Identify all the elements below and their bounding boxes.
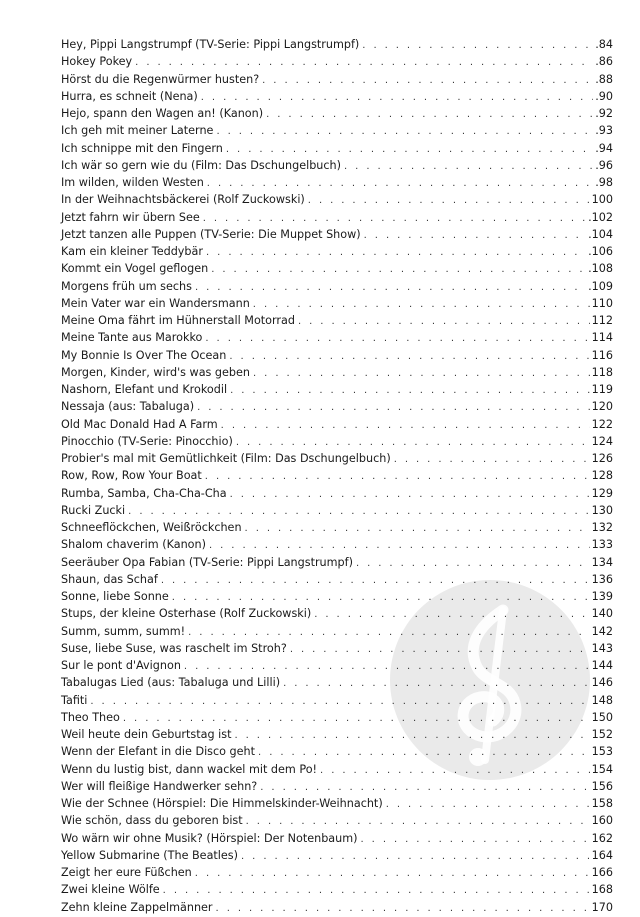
toc-entry — [61, 692, 613, 709]
toc-entry — [61, 105, 613, 122]
toc-entry-title: Probier's mal mit Gemütlichkeit (Film: Das Dschungelbuch) — [61, 452, 391, 465]
toc-entry — [61, 295, 613, 312]
toc-entry — [61, 174, 613, 191]
dot-leader — [201, 89, 593, 106]
dot-leader — [216, 900, 590, 917]
dot-leader — [221, 417, 590, 434]
dot-leader — [195, 865, 590, 882]
toc-entry — [61, 864, 613, 881]
toc-entry-title: Mein Vater war ein Wandersmann — [61, 296, 250, 310]
toc-entry-page: 144 — [591, 659, 613, 672]
dot-leader — [135, 54, 593, 71]
toc-entry-title: Ich schnippe mit den Fingern — [61, 141, 223, 155]
toc-entry-title: Zwei kleine Wölfe — [61, 883, 160, 897]
toc-entry-title: Hey, Pippi Langstrumpf (TV-Serie: Pippi Langstrumpf) — [61, 38, 360, 51]
dot-leader — [356, 555, 590, 572]
table-of-contents — [61, 36, 613, 916]
dot-leader — [229, 348, 589, 365]
toc-entry-page: 130 — [591, 503, 613, 517]
toc-entry-page: 153 — [591, 745, 613, 759]
toc-entry-title: Tafiti — [61, 693, 88, 707]
toc-entry — [61, 812, 613, 829]
toc-entry-title: Morgens früh um sechs — [61, 279, 192, 293]
toc-entry-title: Sonne, liebe Sonne — [61, 590, 169, 603]
dot-leader — [314, 606, 589, 623]
toc-entry-page: 134 — [591, 555, 613, 569]
toc-entry — [61, 640, 613, 657]
toc-entry-title: Wo wärn wir ohne Musik? (Hörspiel: Der Notenbaum) — [61, 831, 358, 845]
toc-entry-title: My Bonnie Is Over The Ocean — [61, 348, 227, 362]
toc-entry — [61, 140, 613, 157]
toc-entry-page: .86 — [595, 55, 613, 69]
dot-leader — [320, 762, 590, 779]
dot-leader — [308, 192, 590, 209]
toc-entry-page: 114 — [591, 331, 613, 345]
toc-entry — [61, 847, 613, 864]
toc-entry — [61, 571, 613, 588]
toc-entry — [61, 467, 613, 484]
toc-entry-title: Yellow Submarine (The Beatles) — [61, 848, 238, 862]
dot-leader — [230, 486, 590, 503]
toc-entry-title: Meine Tante aus Marokko — [61, 331, 203, 345]
toc-entry-page: .92 — [595, 107, 613, 120]
toc-entry — [61, 726, 613, 743]
dot-leader — [253, 296, 590, 313]
toc-entry — [61, 433, 613, 450]
toc-entry — [61, 347, 613, 364]
toc-entry — [61, 554, 613, 571]
toc-entry-title: Hörst du die Regenwürmer husten? — [61, 72, 260, 86]
dot-leader — [266, 106, 593, 123]
toc-entry-page: 143 — [591, 641, 613, 655]
toc-entry — [61, 312, 613, 329]
toc-entry-title: Kommt ein Vogel geflogen — [61, 262, 209, 276]
toc-entry-page: 158 — [591, 797, 613, 810]
dot-leader — [161, 572, 590, 589]
toc-entry — [61, 502, 613, 519]
toc-entry — [61, 157, 613, 174]
toc-entry-page: .93 — [595, 124, 613, 138]
toc-entry — [61, 36, 613, 53]
dot-leader — [245, 520, 590, 537]
toc-entry — [61, 778, 613, 795]
toc-entry-page: .96 — [595, 158, 613, 172]
toc-entry — [61, 881, 613, 898]
toc-entry-title: Hurra, es schneit (Nena) — [61, 89, 198, 103]
toc-entry-title: Nessaja (aus: Tabaluga) — [61, 400, 195, 414]
dot-leader — [205, 330, 589, 347]
dot-leader — [362, 37, 593, 54]
dot-leader — [123, 710, 590, 727]
dot-leader — [234, 727, 589, 744]
toc-entry-page: .88 — [595, 72, 613, 86]
toc-entry-page: .98 — [595, 176, 613, 189]
toc-entry-page: .109 — [588, 279, 613, 293]
toc-entry — [61, 605, 613, 622]
toc-entry-page: 152 — [591, 728, 613, 741]
dot-leader — [344, 158, 593, 175]
toc-entry-page: 150 — [591, 710, 613, 724]
dot-leader — [262, 72, 593, 89]
toc-entry-title: Summ, summ, summ! — [61, 624, 186, 638]
toc-entry — [61, 88, 613, 105]
toc-entry-title: Suse, liebe Suse, was raschelt im Stroh? — [61, 641, 287, 655]
toc-entry-title: Meine Oma fährt im Hühnerstall Motorrad — [61, 314, 295, 327]
toc-entry-page: .90 — [595, 89, 613, 103]
toc-entry — [61, 260, 613, 277]
dot-leader — [394, 451, 590, 468]
dot-leader — [195, 279, 586, 296]
dot-leader — [188, 624, 590, 641]
toc-entry-title: Ich wär so gern wie du (Film: Das Dschungelbuch) — [61, 158, 342, 172]
toc-entry — [61, 226, 613, 243]
toc-entry — [61, 657, 613, 674]
toc-entry-title: Hokey Pokey — [61, 55, 133, 69]
toc-entry — [61, 485, 613, 502]
toc-entry-title: Weil heute dein Geburtstag ist — [61, 728, 232, 741]
dot-leader — [207, 175, 593, 192]
toc-entry-page: 170 — [591, 900, 613, 914]
toc-entry — [61, 243, 613, 260]
toc-entry — [61, 381, 613, 398]
dot-leader — [236, 434, 590, 451]
toc-entry-title: In der Weihnachtsbäckerei (Rolf Zuckowski) — [61, 193, 305, 207]
toc-entry-page: 160 — [591, 814, 613, 828]
toc-entry — [61, 416, 613, 433]
toc-entry — [61, 761, 613, 778]
toc-entry — [61, 53, 613, 70]
toc-entry — [61, 899, 613, 916]
toc-entry-page: 112 — [591, 314, 613, 327]
toc-entry-page: 164 — [591, 848, 613, 862]
toc-entry-page: 154 — [591, 762, 613, 776]
toc-entry-title: Jetzt tanzen alle Puppen (TV-Serie: Die Muppet Show) — [61, 227, 361, 241]
dot-leader — [246, 813, 590, 830]
toc-entry-page: 146 — [591, 676, 613, 690]
toc-entry-page: 124 — [591, 434, 613, 448]
toc-entry-title: Im wilden, wilden Westen — [61, 176, 204, 189]
toc-entry-title: Theo Theo — [61, 710, 120, 724]
toc-entry-title: Old Mac Donald Had A Farm — [61, 417, 218, 431]
dot-leader — [90, 693, 589, 710]
toc-entry-page: .108 — [588, 262, 613, 276]
toc-entry-title: Stups, der kleine Osterhase (Rolf Zuckowski) — [61, 607, 312, 621]
dot-leader — [290, 641, 590, 658]
dot-leader — [298, 313, 590, 330]
toc-entry-title: Morgen, Kinder, wird's was geben — [61, 365, 250, 379]
toc-entry — [61, 191, 613, 208]
toc-entry-title: Wer will fleißige Handwerker sehn? — [61, 779, 258, 793]
toc-entry — [61, 398, 613, 415]
toc-entry-page: 136 — [591, 572, 613, 586]
toc-entry — [61, 122, 613, 139]
toc-entry — [61, 709, 613, 726]
toc-entry-page: .106 — [588, 245, 613, 258]
toc-entry — [61, 209, 613, 226]
dot-leader — [283, 675, 590, 692]
dot-leader — [386, 796, 590, 813]
toc-entry-title: Schneeflöckchen, Weißröckchen — [61, 521, 242, 534]
dot-leader — [253, 365, 590, 382]
dot-leader — [216, 123, 593, 140]
toc-entry-page: 120 — [591, 400, 613, 414]
toc-entry — [61, 830, 613, 847]
toc-entry — [61, 536, 613, 553]
toc-entry — [61, 329, 613, 346]
toc-entry — [61, 450, 613, 467]
dot-leader — [184, 658, 590, 675]
toc-entry — [61, 71, 613, 88]
toc-entry-page: 110 — [591, 296, 613, 310]
toc-entry-title: Zehn kleine Zappelmänner — [61, 900, 213, 914]
toc-entry — [61, 519, 613, 536]
dot-leader — [226, 141, 593, 158]
dot-leader — [203, 210, 586, 227]
toc-entry-title: Kam ein kleiner Teddybär — [61, 245, 203, 258]
toc-entry — [61, 743, 613, 760]
toc-entry — [61, 278, 613, 295]
toc-entry — [61, 795, 613, 812]
dot-leader — [206, 244, 586, 261]
toc-entry-page: 116 — [591, 348, 613, 362]
toc-entry-page: 162 — [591, 831, 613, 845]
dot-leader — [172, 589, 590, 606]
dot-leader — [258, 744, 590, 761]
toc-entry-page: 139 — [591, 590, 613, 603]
toc-entry-title: Ich geh mit meiner Laterne — [61, 124, 214, 138]
toc-entry-title: Wenn du lustig bist, dann wackel mit dem Po! — [61, 762, 318, 776]
toc-entry-page: .104 — [588, 227, 613, 241]
toc-entry-title: Shalom chaverim (Kanon) — [61, 538, 206, 552]
toc-entry — [61, 364, 613, 381]
dot-leader — [361, 831, 590, 848]
toc-entry — [61, 674, 613, 691]
dot-leader — [128, 503, 589, 520]
toc-entry-title: Hejo, spann den Wagen an! (Kanon) — [61, 107, 264, 120]
toc-entry-title: Shaun, das Schaf — [61, 572, 158, 586]
toc-entry-title: Pinocchio (TV-Serie: Pinocchio) — [61, 434, 233, 448]
toc-entry-page: 100 — [591, 193, 613, 207]
toc-entry — [61, 623, 613, 640]
toc-entry-page: .94 — [595, 141, 613, 155]
toc-entry-page: 118 — [591, 365, 613, 379]
dot-leader — [230, 382, 590, 399]
toc-entry-page: .102 — [588, 210, 613, 224]
toc-entry-title: Tabalugas Lied (aus: Tabaluga und Lilli) — [61, 676, 281, 690]
toc-entry-page: 133 — [591, 538, 613, 552]
toc-entry-title: Wie schön, dass du geboren bist — [61, 814, 243, 828]
toc-entry-page: 142 — [591, 624, 613, 638]
toc-entry-page: 148 — [591, 693, 613, 707]
toc-entry-title: Rucki Zucki — [61, 503, 126, 517]
toc-entry-page: 140 — [591, 607, 613, 621]
dot-leader — [205, 468, 590, 485]
toc-entry-page: 126 — [591, 452, 613, 465]
dot-leader — [211, 261, 586, 278]
toc-entry-title: Nashorn, Elefant und Krokodil — [61, 383, 228, 396]
toc-entry-page: 166 — [591, 866, 613, 879]
toc-entry — [61, 588, 613, 605]
toc-entry-title: Jetzt fahrn wir übern See — [61, 210, 200, 224]
toc-entry-page: 119 — [591, 383, 613, 396]
toc-entry-title: Seeräuber Opa Fabian (TV-Serie: Pippi Langstrumpf) — [61, 555, 353, 569]
dot-leader — [241, 848, 590, 865]
toc-entry-page: 128 — [591, 469, 613, 483]
dot-leader — [197, 399, 590, 416]
toc-entry-page: .84 — [595, 38, 613, 51]
toc-entry-page: 132 — [591, 521, 613, 534]
dot-leader — [364, 227, 586, 244]
toc-entry-title: Wie der Schnee (Hörspiel: Die Himmelskinder-Weihnacht) — [61, 797, 383, 810]
toc-entry-page: 168 — [591, 883, 613, 897]
dot-leader — [260, 779, 589, 796]
toc-entry-title: Rumba, Samba, Cha-Cha-Cha — [61, 486, 227, 500]
toc-entry-title: Row, Row, Row Your Boat — [61, 469, 202, 483]
toc-entry-page: 129 — [591, 486, 613, 500]
dot-leader — [163, 882, 590, 899]
toc-entry-title: Zeigt her eure Füßchen — [61, 866, 192, 879]
toc-entry-title: Wenn der Elefant in die Disco geht — [61, 745, 256, 759]
toc-entry-page: 156 — [591, 779, 613, 793]
dot-leader — [209, 537, 590, 554]
toc-entry-title: Sur le pont d'Avignon — [61, 659, 181, 672]
toc-entry-page: 122 — [591, 417, 613, 431]
